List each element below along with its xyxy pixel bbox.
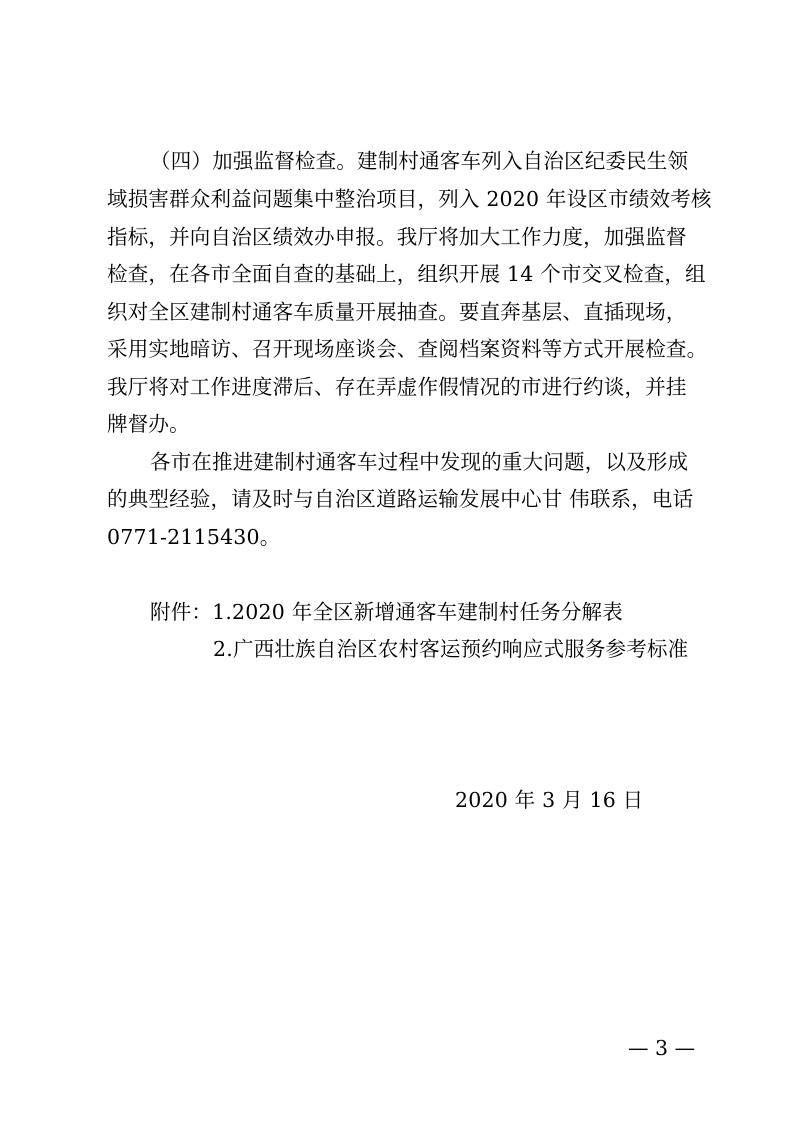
paragraph-5-line-1: 各市在推进建制村通客车过程中发现的重大问题，以及形成 — [150, 450, 689, 474]
paragraph-4-line-5: 织对全区建制村通客车质量开展抽查。要直奔基层、直插现场， — [107, 300, 687, 324]
paragraph-4-line-8: 牌督办。 — [107, 412, 190, 436]
paragraph-4-line-2: 域损害群众利益问题集中整治项目，列入 2020 年设区市绩效考核 — [107, 187, 712, 211]
document-date: 2020 年 3 月 16 日 — [455, 788, 644, 812]
paragraph-5-line-2: 的典型经验，请及时与自治区道路运输发展中心甘 伟联系，电话 — [107, 487, 694, 511]
paragraph-4-line-3: 指标，并向自治区绩效办申报。我厅将加大工作力度，加强监督 — [107, 225, 687, 249]
page-number: — 3 — — [628, 1036, 696, 1060]
paragraph-4-line-6: 采用实地暗访、召开现场座谈会、查阅档案资料等方式开展检查。 — [107, 337, 708, 361]
paragraph-5-line-3: 0771-2115430。 — [107, 525, 281, 549]
paragraph-4-line-1: （四）加强监督检查。建制村通客车列入自治区纪委民生领 — [150, 149, 689, 173]
paragraph-4-line-7: 我厅将对工作进度滞后、存在弄虚作假情况的市进行约谈，并挂 — [107, 375, 687, 399]
attachment-1: 附件：1.2020 年全区新增通客车建制村任务分解表 — [150, 600, 623, 624]
paragraph-4-line-4: 检查，在各市全面自查的基础上，组织开展 14 个市交叉检查，组 — [107, 262, 706, 286]
attachment-2: 2.广西壮族自治区农村客运预约响应式服务参考标准 — [213, 637, 689, 661]
